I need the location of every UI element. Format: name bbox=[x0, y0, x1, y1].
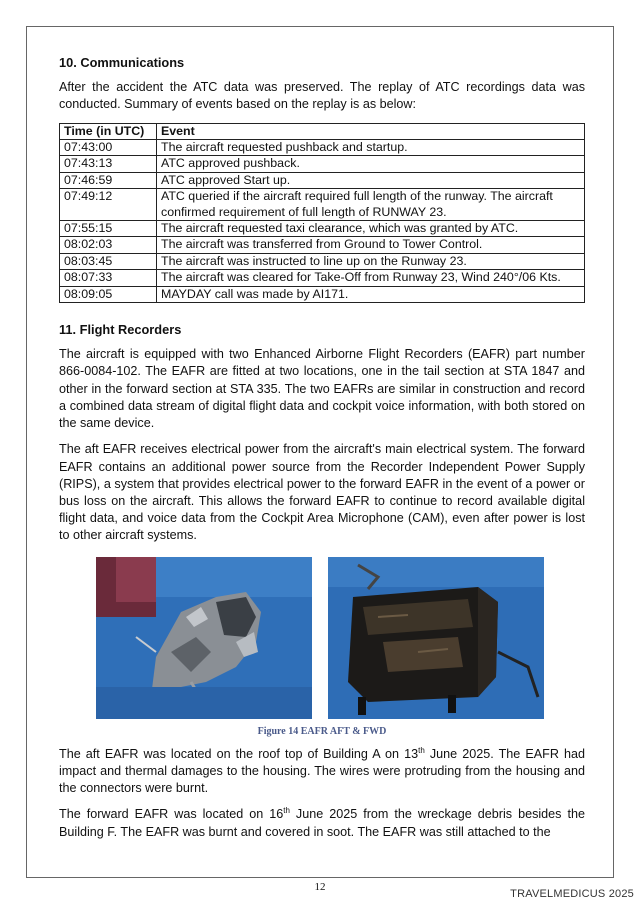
event-cell: ATC approved Start up. bbox=[157, 172, 585, 188]
table-row bbox=[60, 286, 585, 302]
time-cell: 08:09:05 bbox=[60, 286, 157, 302]
table-row bbox=[60, 172, 585, 188]
section-11-paragraph-4 bbox=[59, 806, 585, 840]
watermark-text: TRAVELMEDICUS 2025 bbox=[510, 888, 634, 900]
p4-text-a: The forward EAFR was located on 16 bbox=[59, 807, 284, 822]
event-cell: The aircraft requested pushback and startup. bbox=[157, 140, 585, 156]
time-cell: 07:43:00 bbox=[60, 140, 157, 156]
event-cell: The aircraft was cleared for Take-Off from Runway 23, Wind 240°/06 Kts. bbox=[157, 270, 585, 286]
event-cell: The aircraft was transferred from Ground to Tower Control. bbox=[157, 237, 585, 253]
table-row bbox=[60, 237, 585, 253]
table-row bbox=[60, 140, 585, 156]
section-11-paragraph-3 bbox=[59, 746, 585, 798]
p3-ordinal: th bbox=[418, 745, 425, 755]
time-cell: 07:43:13 bbox=[60, 156, 157, 172]
table-row bbox=[60, 156, 585, 172]
aft-eafr-photo bbox=[96, 557, 312, 719]
time-cell: 08:02:03 bbox=[60, 237, 157, 253]
section-10-intro: After the accident the ATC data was preserved. The replay of ATC recordings data was conducted. Summary of events based on the replay is as below: bbox=[59, 80, 585, 112]
time-cell: 07:55:15 bbox=[60, 221, 157, 237]
page-content bbox=[59, 54, 585, 850]
event-cell: The aircraft requested taxi clearance, which was granted by ATC. bbox=[157, 221, 585, 237]
event-cell: MAYDAY call was made by AI171. bbox=[157, 286, 585, 302]
event-cell: ATC queried if the aircraft required full length of the runway. The aircraft confirmed requirement of full length of RUNWAY 23. bbox=[157, 189, 585, 221]
col-header-time: Time (in UTC) bbox=[60, 123, 157, 139]
event-cell: ATC approved pushback. bbox=[157, 156, 585, 172]
section-11-paragraph-2: The aft EAFR receives electrical power from the aircraft's main electrical system. The forward EAFR contains an additional power source from the Recorder Independent Power Supply (RIPS), a system that provides electrical power to the forward EAFR in the event of a power or bus loss on the aircraft. This allows the forward EAFR to continue to record available digital flight data, and voice data from the Cockpit Area Microphone (CAM), even after power is lost to other aircraft systems. bbox=[59, 442, 585, 543]
table-row bbox=[60, 221, 585, 237]
time-cell: 07:46:59 bbox=[60, 172, 157, 188]
col-header-event: Event bbox=[157, 123, 585, 139]
p4-ordinal: th bbox=[283, 806, 290, 816]
section-11-heading: 11. Flight Recorders bbox=[59, 322, 182, 338]
section-10-heading: 10. Communications bbox=[59, 55, 185, 70]
p3-text-b: June 2025. The EAFR had impact and thermal damages to the housing. The wires were protruding from the housing and the connectors were burnt. bbox=[59, 746, 585, 796]
time-cell: 07:49:12 bbox=[60, 189, 157, 221]
event-cell: The aircraft was instructed to line up on the Runway 23. bbox=[157, 253, 585, 269]
table-row bbox=[60, 270, 585, 286]
time-cell: 08:07:33 bbox=[60, 270, 157, 286]
time-cell: 08:03:45 bbox=[60, 253, 157, 269]
table-header-row bbox=[60, 123, 585, 139]
page-number: 12 bbox=[314, 881, 326, 893]
fwd-eafr-photo bbox=[328, 557, 544, 719]
p3-text-a: The aft EAFR was located on the roof top of Building A on 13 bbox=[59, 746, 419, 761]
p4-text-b: June 2025 from the wreckage debris besides the Building F. The EAFR was burnt and covered in soot. The EAFR was still attached to the bbox=[59, 807, 585, 839]
table-row bbox=[60, 189, 585, 221]
section-11-paragraph-1: The aircraft is equipped with two Enhanced Airborne Flight Recorders (EAFR) part number 866-0084-102. The EAFR are fitted at two locations, one in the tail section at STA 1847 and other in the forward section at STA 335. The two EAFRs are similar in construction and record a combined data stream of digital flight data and cockpit voice information, with both stored on the same device. bbox=[59, 347, 585, 431]
table-row bbox=[60, 253, 585, 269]
atc-events-table bbox=[59, 123, 585, 303]
eafr-photos bbox=[96, 557, 544, 719]
figure-caption: Figure 14 EAFR AFT & FWD bbox=[257, 725, 387, 737]
